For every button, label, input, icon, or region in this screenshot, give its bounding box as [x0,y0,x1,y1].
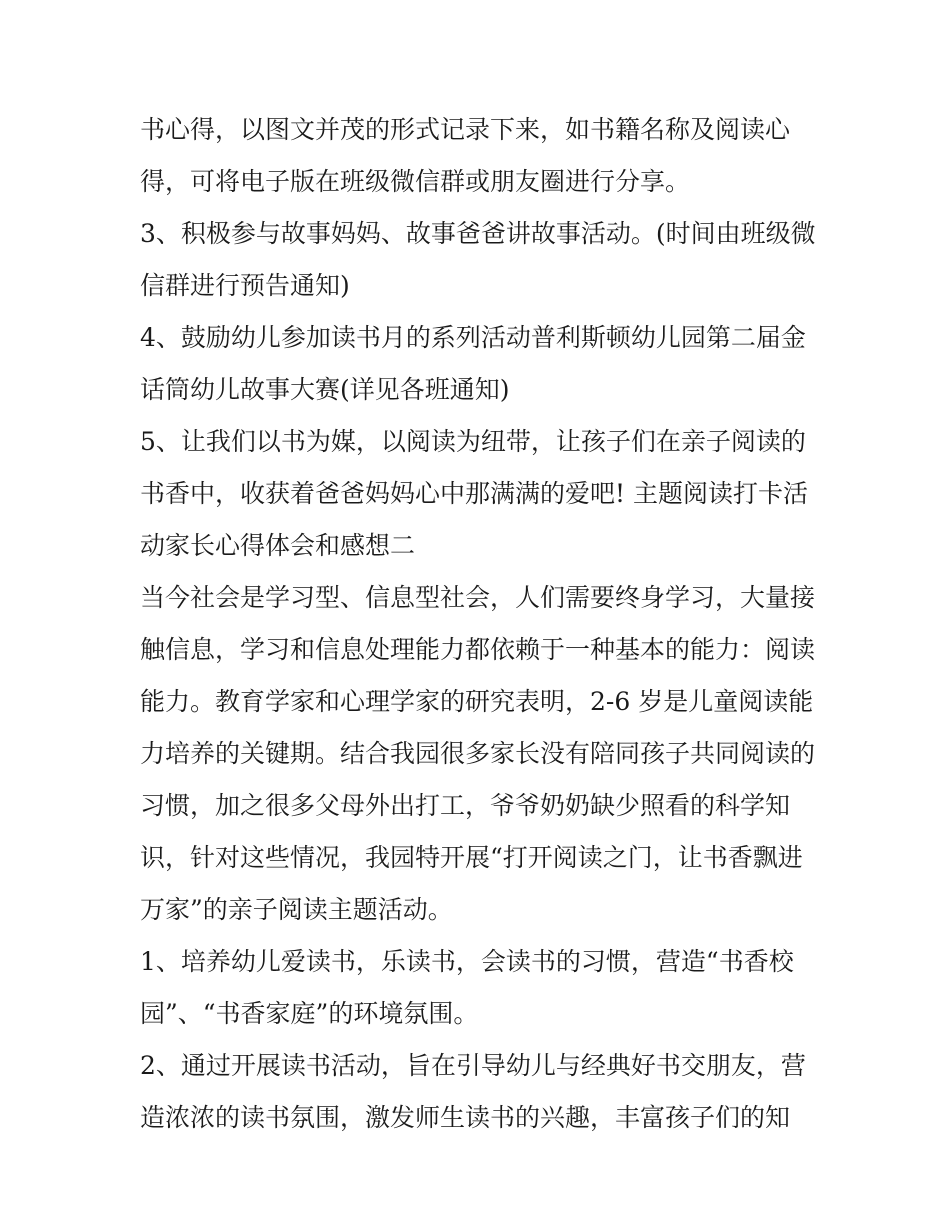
text-line: 习惯，加之很多父母外出打工，爷爷奶奶缺少照看的科学知 [140,791,791,820]
text-line: 话筒幼儿故事大赛(详见各班通知) [140,375,510,404]
text-line: 书心得，以图文并茂的形式记录下来，如书籍名称及阅读心 [140,115,791,144]
text-line: 能力。教育学家和心理学家的研究表明，2-6 岁是儿童阅读能 [140,687,814,716]
text-line: 信群进行预告通知) [140,271,350,300]
text-line: 2、通过开展读书活动，旨在引导幼儿与经典好书交朋友，营 [140,1051,806,1080]
text-line: 书香中，收获着爸爸妈妈心中那满满的爱吧! 主题阅读打卡活 [140,479,808,508]
text-line: 动家长心得体会和感想二 [140,531,416,560]
text-line: 园”、“书香家庭”的环境氛围。 [140,999,479,1028]
text-line: 得，可将电子版在班级微信群或朋友圈进行分享。 [140,167,691,196]
text-line: 万家”的亲子阅读主题活动。 [140,895,453,924]
text-line: 5、让我们以书为媒，以阅读为纽带，让孩子们在亲子阅读的 [140,427,806,456]
text-line: 3、积极参与故事妈妈、故事爸爸讲故事活动。(时间由班级微 [140,219,816,248]
text-line: 触信息，学习和信息处理能力都依赖于一种基本的能力：阅读 [140,635,816,664]
text-line: 识，针对这些情况，我园特开展“打开阅读之门，让书香飘进 [140,843,803,872]
text-line: 力培养的关键期。结合我园很多家长没有陪同孩子共同阅读的 [140,739,816,768]
text-line: 造浓浓的读书氛围，激发师生读书的兴趣，丰富孩子们的知 [140,1103,791,1132]
text-line: 1、培养幼儿爱读书，乐读书，会读书的习惯，营造“书香校 [140,947,794,976]
document-body [140,110,830,1150]
text-line: 4、鼓励幼儿参加读书月的系列活动普利斯顿幼儿园第二届金 [140,323,806,352]
text-line: 当今社会是学习型、信息型社会，人们需要终身学习，大量接 [140,583,816,612]
